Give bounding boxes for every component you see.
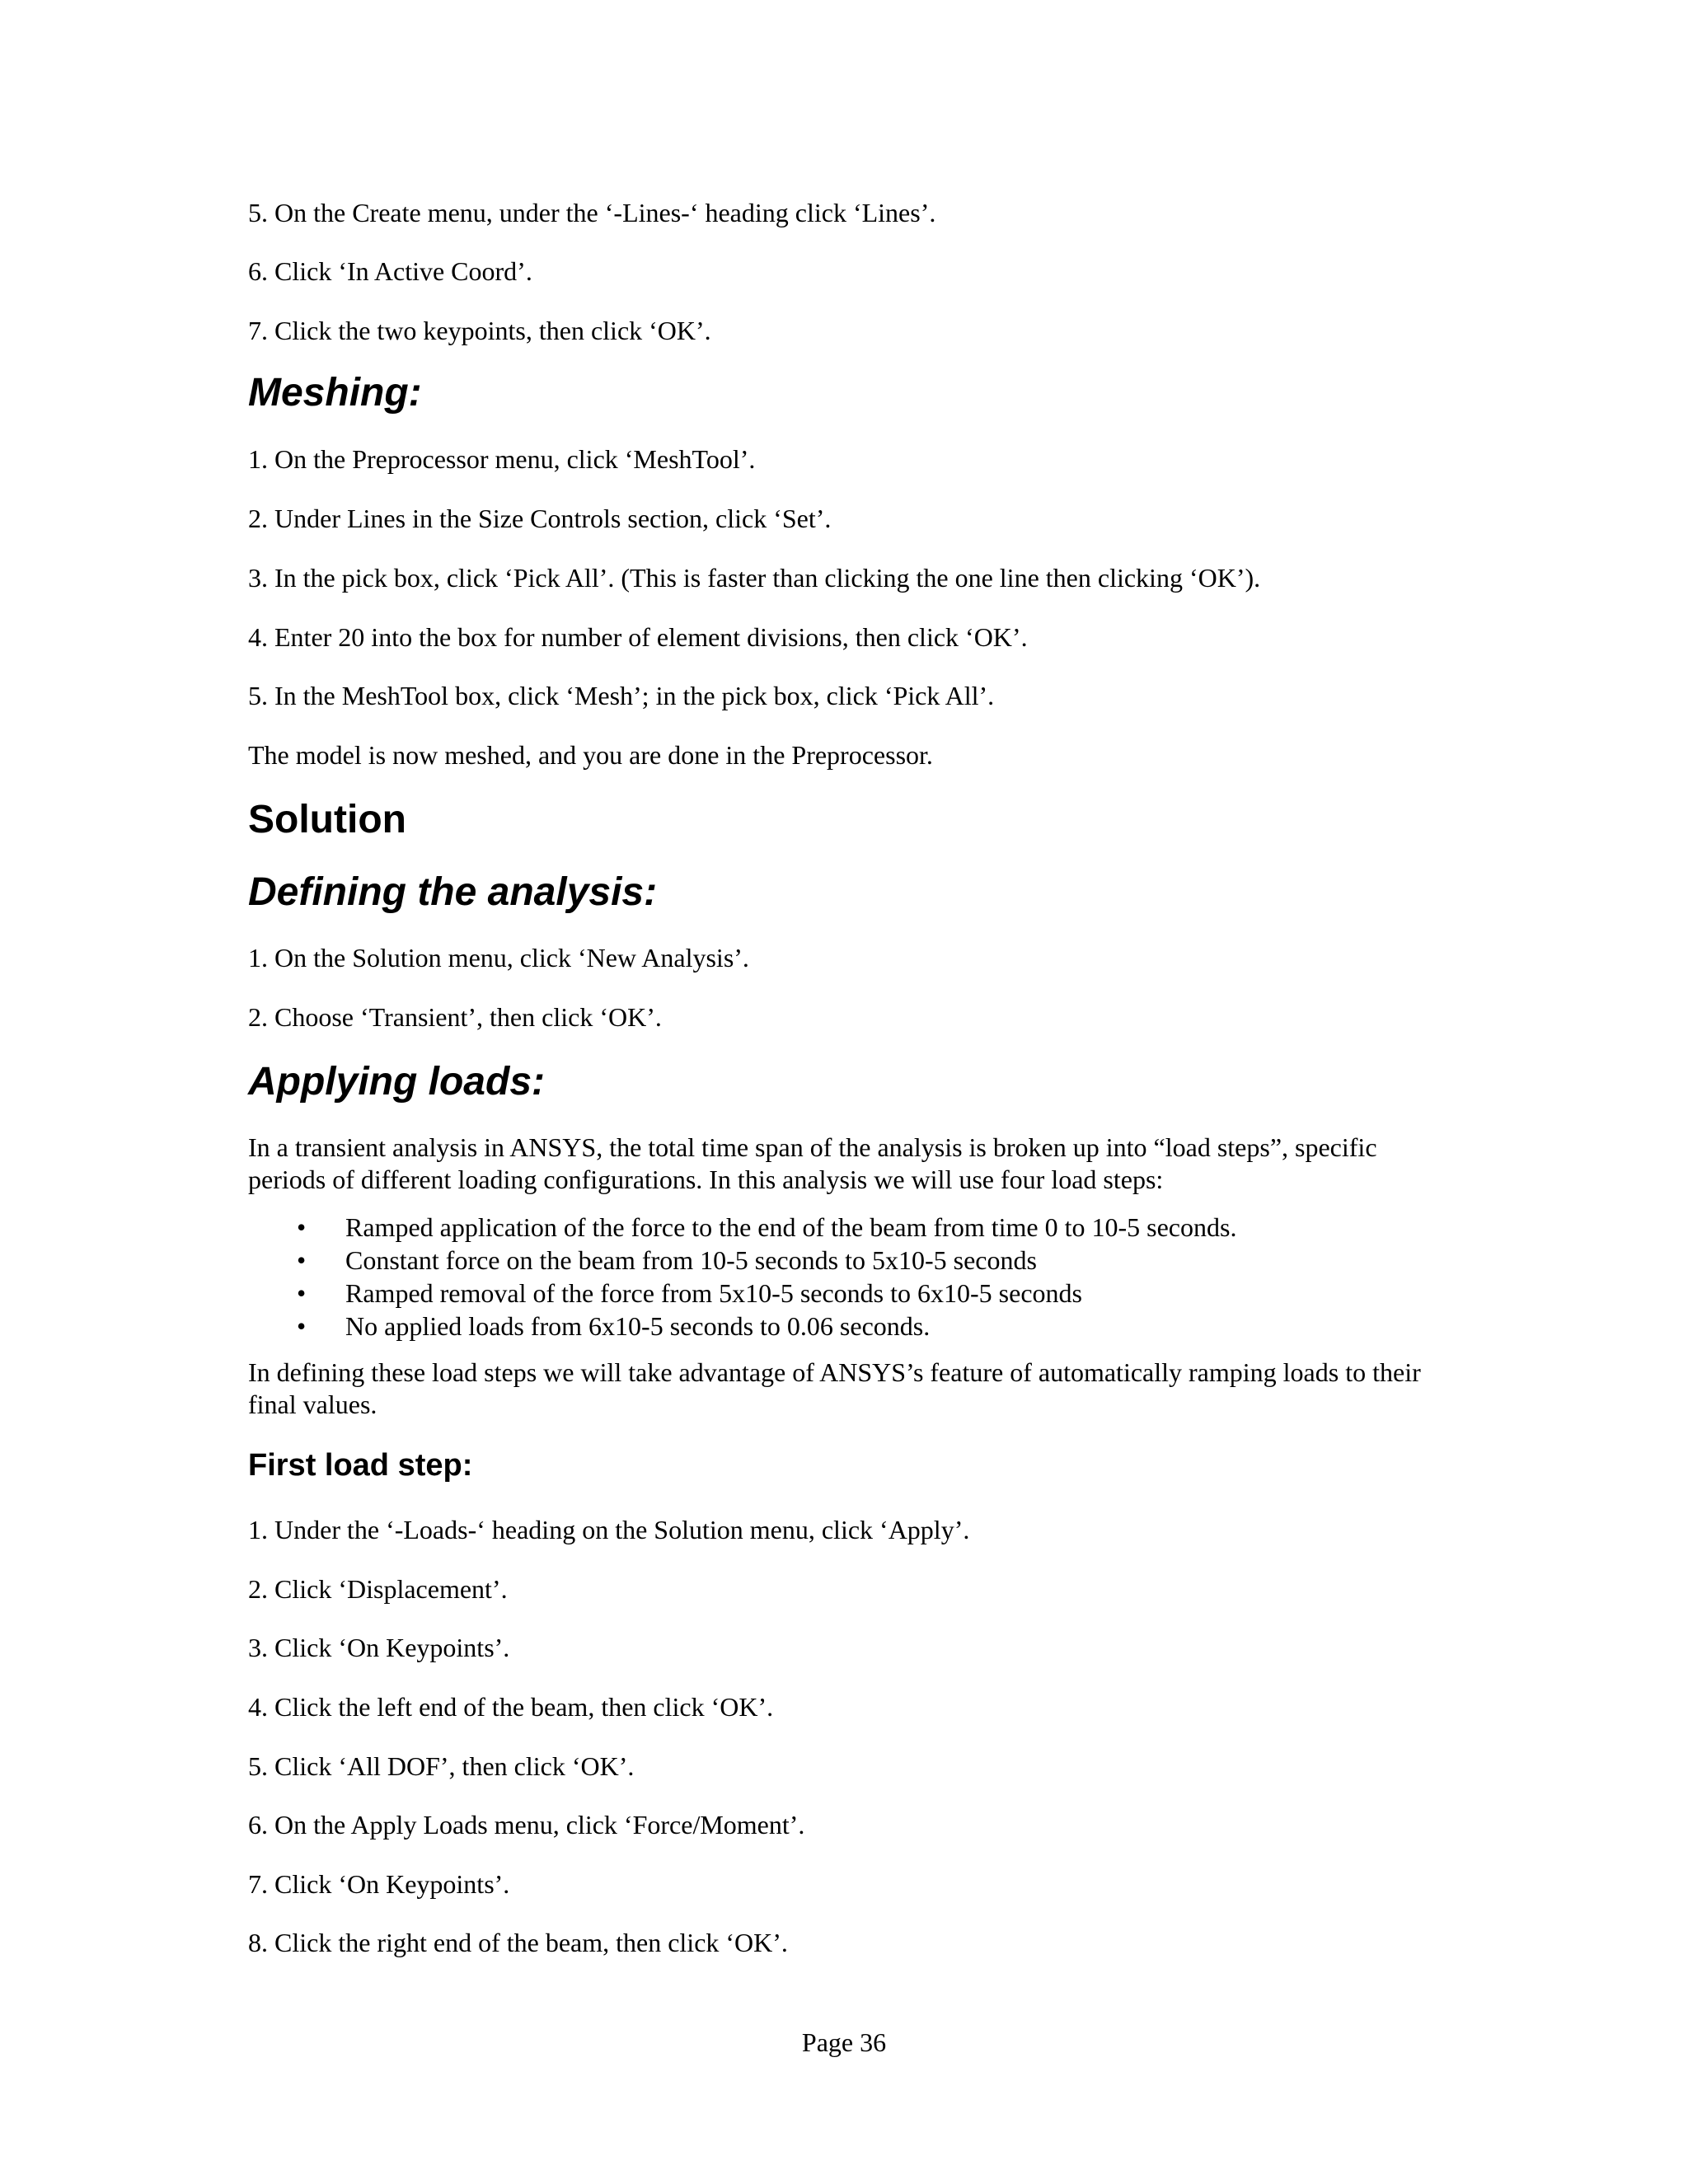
applying-loads-heading: Applying loads: [248,1060,545,1104]
list-item-text: Ramped removal of the force from 5x10-5 seconds to 6x10-5 seconds [345,1278,1082,1308]
load-step-6: 6. On the Apply Loads menu, click ‘Force/Moment’. [248,1810,805,1840]
applying-loads-outro: In defining these load steps we will take advantage of ANSYS’s feature of automatically ramping loads to their final values. [248,1357,1421,1419]
load-step-1: 1. Under the ‘-Loads-‘ heading on the Solution menu, click ‘Apply’. [248,1515,970,1544]
bullet-icon: • [297,1245,307,1275]
list-item-text: Ramped application of the force to the end of the beam from time 0 to 10-5 seconds. [345,1212,1237,1242]
meshing-step-1: 1. On the Preprocessor menu, click ‘MeshTool’. [248,444,756,474]
step-click-keypoints: 7. Click the two keypoints, then click ‘OK’. [248,316,711,345]
load-step-7: 7. Click ‘On Keypoints’. [248,1869,510,1899]
meshing-heading: Meshing: [248,371,422,415]
defining-step-1: 1. On the Solution menu, click ‘New Analysis’. [248,943,749,972]
bullet-icon: • [297,1212,307,1242]
load-step-4: 4. Click the left end of the beam, then click ‘OK’. [248,1692,774,1722]
list-item [248,1310,1443,1343]
meshing-closing: The model is now meshed, and you are done in the Preprocessor. [248,740,933,770]
defining-step-2: 2. Choose ‘Transient’, then click ‘OK’. [248,1002,662,1032]
step-create-lines: 5. On the Create menu, under the ‘-Lines-‘ heading click ‘Lines’. [248,198,936,227]
bullet-icon: • [297,1311,307,1341]
list-item [248,1277,1443,1310]
meshing-step-2: 2. Under Lines in the Size Controls section, click ‘Set’. [248,504,832,533]
list-item-text: No applied loads from 6x10-5 seconds to 0.06 seconds. [345,1311,931,1341]
load-steps-list [248,1211,1443,1343]
applying-loads-intro: In a transient analysis in ANSYS, the total time span of the analysis is broken up into “load steps”, specific periods of different loading configurations. In this analysis we will use four load steps: [248,1132,1377,1194]
defining-analysis-heading: Defining the analysis: [248,870,658,914]
first-load-step-heading: First load step: [248,1448,473,1483]
load-step-5: 5. Click ‘All DOF’, then click ‘OK’. [248,1751,635,1781]
meshing-step-5: 5. In the MeshTool box, click ‘Mesh’; in the pick box, click ‘Pick All’. [248,681,995,710]
list-item-text: Constant force on the beam from 10-5 seconds to 5x10-5 seconds [345,1245,1037,1275]
load-step-3: 3. Click ‘On Keypoints’. [248,1633,510,1662]
list-item [248,1244,1443,1277]
bullet-icon: • [297,1278,307,1308]
meshing-step-4: 4. Enter 20 into the box for number of element divisions, then click ‘OK’. [248,622,1028,652]
step-active-coord: 6. Click ‘In Active Coord’. [248,256,532,286]
meshing-step-3: 3. In the pick box, click ‘Pick All’. (This is faster than clicking the one line then clicking ‘OK’). [248,563,1261,593]
list-item [248,1211,1443,1244]
load-step-2: 2. Click ‘Displacement’. [248,1574,508,1604]
load-step-8: 8. Click the right end of the beam, then click ‘OK’. [248,1928,788,1957]
solution-heading: Solution [248,798,406,841]
page-number: Page 36 [801,2027,887,2057]
